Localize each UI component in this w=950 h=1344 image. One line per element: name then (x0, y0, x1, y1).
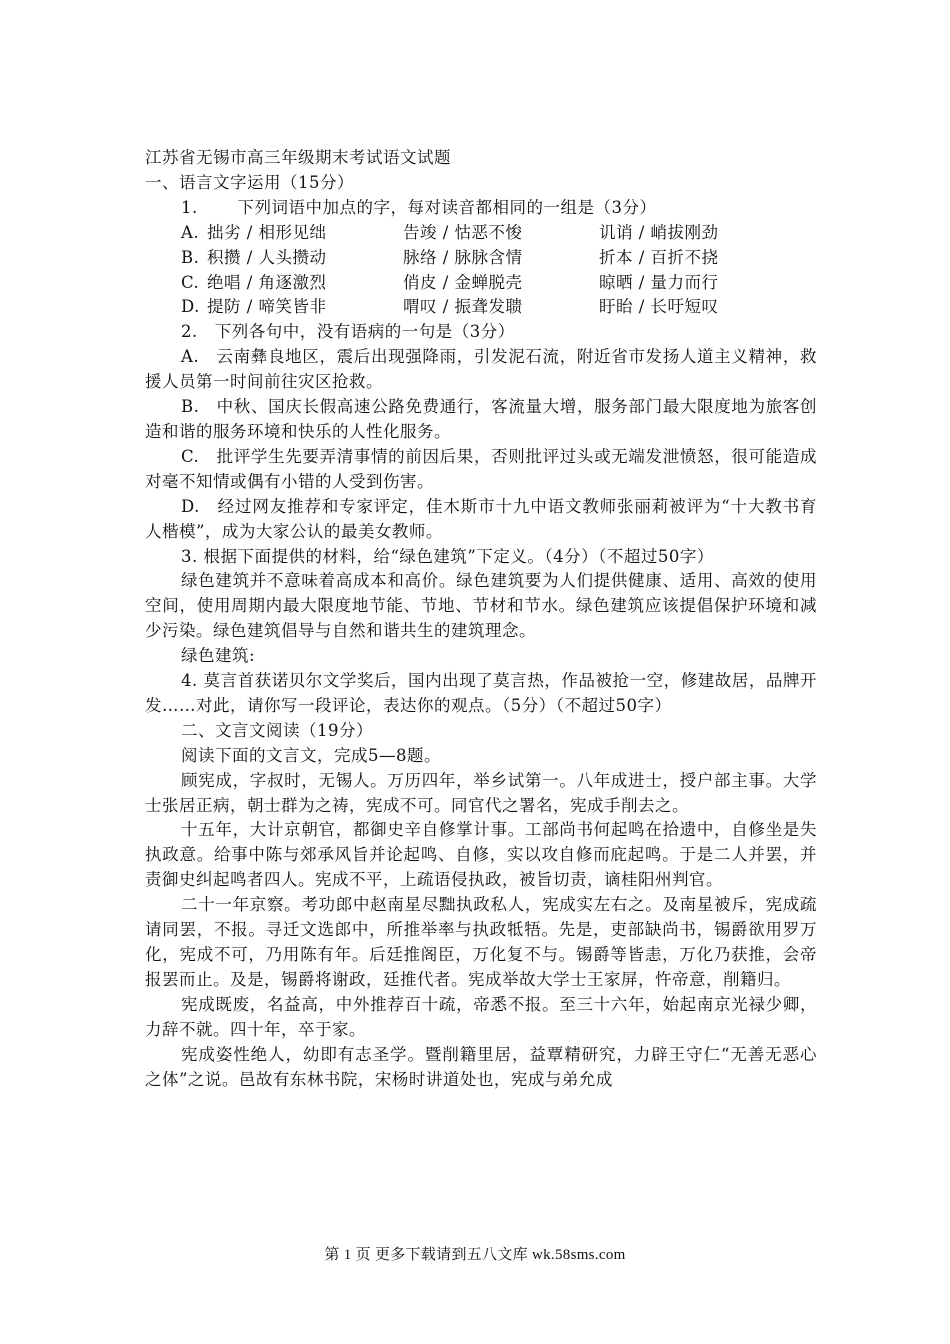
option-pair-3: 盱眙 / 长吁短叹 (599, 297, 719, 317)
option-label: D. (181, 297, 200, 317)
question-3-material: 绿色建筑并不意味着高成本和高价。绿色建筑要为人们提供健康、适用、高效的使用空间，使用周期内最大限度地节能、节地、节材和节水。绿色建筑应该提倡保护环境和减少污染。绿色建筑倡导与自然和谐共生的建筑理念。 (145, 571, 817, 641)
option-pair-2: 脉络 / 脉脉含情 (403, 247, 523, 267)
question-1-option-b (145, 246, 817, 271)
passage-paragraph-5: 宪成姿性绝人，幼即有志圣学。暨削籍里居，益覃精研究，力辟王守仁“无善无恶心之体”之说。邑故有东林书院，宋杨时讲道处也，宪成与弟允成 (145, 1044, 817, 1089)
option-label: C. (181, 272, 200, 292)
question-1-option-c (145, 271, 817, 296)
question-1-stem: 1. 下列词语中加点的字，每对读音都相同的一组是（3分） (181, 197, 657, 217)
option-pair-2: 俏皮 / 金蝉脱壳 (403, 272, 523, 292)
question-4-stem: 4. 莫言首获诺贝尔文学奖后，国内出现了莫言热，作品被抢一空，修建故居，品牌开发……对此，请你写一段评论，表达你的观点。（5分）（不超过50字） (145, 671, 817, 715)
option-pair-3: 晾晒 / 量力而行 (599, 272, 719, 292)
option-pair-1: 绝唱 / 角逐激烈 (207, 272, 327, 292)
option-pair-1: 提防 / 啼笑皆非 (207, 297, 327, 317)
section-heading-2: 二、文言文阅读（19分） (181, 720, 373, 740)
option-pair-3: 折本 / 百折不挠 (599, 247, 719, 267)
passage-paragraph-3: 二十一年京察。考功郎中赵南星尽黜执政私人，宪成实左右之。及南星被斥，宪成疏请同罢，不报。寻迁文选郎中，所推举率与执政牴牾。先是，吏部缺尚书，锡爵欲用罗万化，宪成不可，乃用陈有年。后廷推阁臣，万化复不与。锡爵等皆恚，万化乃获推，会帝报罢而止。及是，锡爵将谢政，廷推代者。宪成举故大学士王家屏，忤帝意，削籍归。 (145, 895, 817, 989)
question-2-option-a: A. 云南彝良地区，震后出现强降雨，引发泥石流，附近省市发扬人道主义精神，救援人员第一时间前往灾区抢救。 (145, 347, 817, 392)
question-1-option-d (145, 295, 817, 320)
page-footer: 第 1 页 更多下载请到五八文库 wk.58sms.com (324, 1247, 626, 1263)
option-label: B. (181, 247, 200, 267)
section-heading-1: 一、语言文字运用（15分） (145, 172, 354, 192)
question-3-answer-label: 绿色建筑: (181, 646, 256, 666)
document-page (145, 146, 817, 1092)
option-label: A. (181, 222, 200, 242)
reading-instruction: 阅读下面的文言文，完成5—8题。 (181, 745, 441, 765)
question-2-option-b: B. 中秋、国庆长假高速公路免费通行，客流量大增，服务部门最大限度地为旅客创造和谐的服务环境和快乐的人性化服务。 (145, 397, 817, 441)
passage-paragraph-1: 顾宪成，字叔时，无锡人。万历四年，举乡试第一。八年成进士，授户部主事。大学士张居正病，朝士群为之祷，宪成不可。同官代之署名，宪成手削去之。 (145, 770, 817, 815)
option-pair-1: 拙劣 / 相形见绌 (207, 222, 327, 242)
question-2-stem: 2. 下列各句中，没有语病的一句是（3分） (181, 322, 515, 342)
question-3-stem: 3. 根据下面提供的材料，给“绿色建筑”下定义。（4分）（不超过50字） (181, 546, 714, 566)
question-1-option-a (145, 221, 817, 246)
option-pair-2: 喟叹 / 振聋发聩 (403, 297, 523, 317)
passage-paragraph-4: 宪成既废，名益高，中外推荐百十疏，帝悉不报。至三十六年，始起南京光禄少卿，力辞不就。四十年，卒于家。 (145, 994, 817, 1039)
option-pair-3: 讥诮 / 峭拔刚劲 (599, 222, 719, 242)
option-pair-2: 告竣 / 怙恶不悛 (403, 222, 523, 242)
passage-paragraph-2: 十五年，大计京朝官，都御史辛自修掌计事。工部尚书何起鸣在拾遗中，自修坐是失执政意。给事中陈与郊承风旨并论起鸣、自修，实以攻自修而庇起鸣。于是二人并罢，并责御史纠起鸣者四人。宪成不平，上疏语侵执政，被旨切责，谪桂阳州判官。 (145, 820, 817, 890)
option-pair-1: 积攒 / 人头攒动 (207, 247, 327, 267)
question-2-option-c: C. 批评学生先要弄清事情的前因后果，否则批评过头或无端发泄愤怒，很可能造成对毫不知情或偶有小错的人受到伤害。 (145, 446, 817, 491)
question-2-option-d: D. 经过网友推荐和专家评定，佳木斯市十九中语文教师张丽莉被评为“十大教书育人楷模”，成为大家公认的最美女教师。 (145, 496, 817, 541)
document-title: 江苏省无锡市高三年级期末考试语文试题 (145, 148, 451, 167)
